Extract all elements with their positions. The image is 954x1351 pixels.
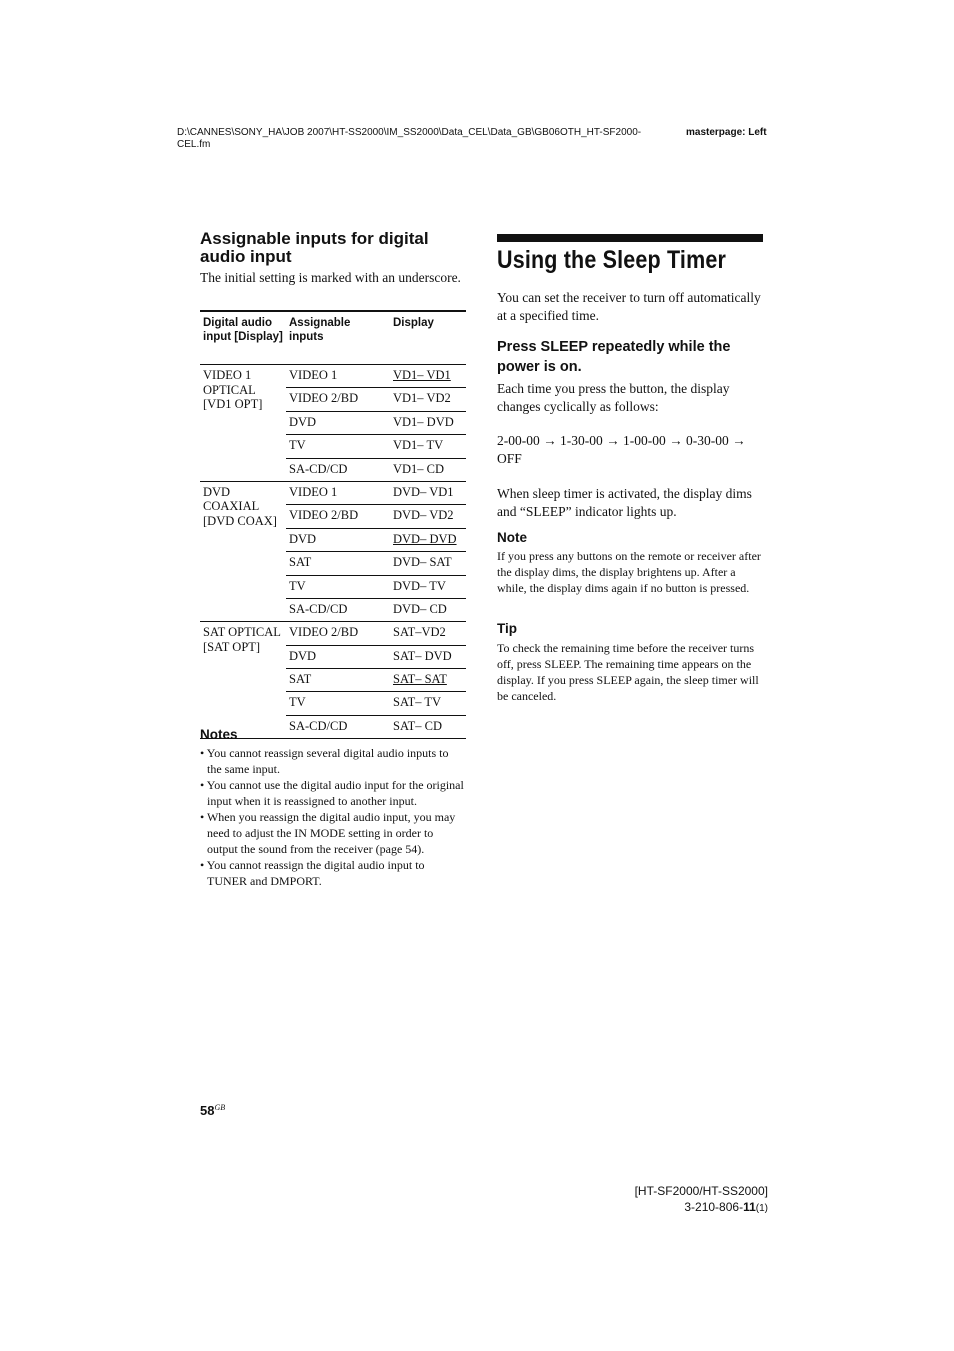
table-row (200, 622, 466, 645)
section-title: Assignable inputs for digital audio input (200, 229, 429, 266)
col-header-assignable: Assignable inputs (289, 317, 351, 343)
display-cell (390, 715, 466, 738)
note-item: • You cannot use the digital audio input for the original input when it is reassigned to another input. (200, 777, 466, 809)
footer-code (568, 1199, 768, 1217)
assignable-input-cell: SA-CD/CD (286, 458, 390, 481)
assignable-input-cell: VIDEO 2/BD (286, 505, 390, 528)
notes-heading: Notes (200, 727, 238, 742)
assignable-input-cell: TV (286, 575, 390, 598)
display-value: DVD– VD2 (393, 508, 454, 523)
footer-model: [HT-SF2000/HT-SS2000] (634, 1184, 768, 1198)
tip-heading: Tip (497, 621, 517, 636)
col-header-display: Display (393, 317, 434, 329)
note-item: • You cannot reassign several digital audio inputs to the same input. (200, 745, 466, 777)
display-cell (390, 645, 466, 668)
assignable-input-cell: VIDEO 2/BD (286, 388, 390, 411)
note-text: If you press any buttons on the remote or receiver after the display dims, the display brightens up. After a while, the display dims again if no button is pressed. (497, 549, 761, 595)
col-header-digital-input: Digital audio input [Display] (203, 317, 283, 343)
assignable-input-cell: TV (286, 435, 390, 458)
footer-code-prefix: 3-210-806- (684, 1200, 744, 1214)
assignable-input-cell: SA-CD/CD (286, 715, 390, 738)
table-header-row (200, 311, 466, 365)
page-number-suffix: GB (214, 1103, 226, 1112)
display-value: SAT– TV (393, 695, 442, 710)
notes-list (200, 745, 466, 889)
assignable-input-cell: SAT (286, 669, 390, 692)
display-cell (390, 528, 466, 551)
assignable-input-cell: VIDEO 1 (286, 481, 390, 504)
display-cell (390, 598, 466, 621)
assignable-input-cell: SAT (286, 552, 390, 575)
footer-code-bold: 11 (743, 1200, 756, 1214)
section-intro: The initial setting is marked with an underscore. (200, 270, 461, 285)
display-cell (390, 435, 466, 458)
display-value: VD1– DVD (393, 414, 454, 429)
footer-model-code (568, 1183, 768, 1217)
note-item: • When you reassign the digital audio input, you may need to adjust the IN MODE setting in order to output the sound from the receiver (page 54). (200, 809, 466, 857)
display-value: DVD– VD1 (393, 484, 454, 499)
display-value: VD1– CD (393, 461, 445, 476)
display-value: DVD– CD (393, 601, 447, 616)
page-title: Using the Sleep Timer (497, 246, 727, 274)
sleep-intro: You can set the receiver to turn off automatically at a specified time. (497, 290, 761, 323)
masterpage-label: masterpage: Left (686, 127, 767, 138)
sleep-activated-text: When sleep timer is activated, the display dims and “SLEEP” indicator lights up. (497, 486, 752, 519)
assignable-input-cell: DVD (286, 645, 390, 668)
assignable-input-cell: DVD (286, 411, 390, 434)
display-value: SAT– CD (393, 718, 442, 733)
default-display-value: DVD– DVD (393, 531, 457, 546)
display-cell (390, 481, 466, 504)
display-value: DVD– TV (393, 578, 446, 593)
display-cell (390, 365, 466, 388)
table-row (200, 365, 466, 388)
digital-input-label: DVD COAXIAL [DVD COAX] (200, 481, 286, 621)
digital-input-label: SAT OPTICAL [SAT OPT] (200, 622, 286, 739)
file-path-header: D:\CANNES\SONY_HA\JOB 2007\HT-SS2000\IM_SS2000\Data_CEL\Data_GB\GB06OTH_HT-SF2000-CEL.fm (177, 127, 642, 150)
display-value: SAT– DVD (393, 648, 452, 663)
display-cell (390, 505, 466, 528)
assignable-input-cell: TV (286, 692, 390, 715)
footer-code-suffix: (1) (755, 1203, 768, 1214)
display-cell (390, 388, 466, 411)
display-cell (390, 411, 466, 434)
display-cell (390, 669, 466, 692)
sleep-cycle-sequence: 2-00-00 → 1-30-00 → 1-00-00 → 0-30-00 → OFF (497, 433, 746, 466)
step-text: Each time you press the button, the display changes cyclically as follows: (497, 381, 730, 414)
display-cell (390, 575, 466, 598)
display-cell (390, 622, 466, 645)
note-heading: Note (497, 530, 527, 545)
page-number-value: 58 (200, 1103, 215, 1118)
display-cell (390, 458, 466, 481)
note-item: • You cannot reassign the digital audio input to TUNER and DMPORT. (200, 857, 466, 889)
assignable-input-cell: SA-CD/CD (286, 598, 390, 621)
display-cell (390, 552, 466, 575)
assignable-input-cell: DVD (286, 528, 390, 551)
page-number (200, 1103, 225, 1118)
display-value: DVD– SAT (393, 555, 452, 570)
assignable-input-cell: VIDEO 2/BD (286, 622, 390, 645)
table-body (200, 365, 466, 739)
display-cell (390, 692, 466, 715)
tip-text: To check the remaining time before the receiver turns off, press SLEEP. The remaining time appears on the display. If you press SLEEP again, the sleep timer will be canceled. (497, 641, 759, 703)
assignable-inputs-table (200, 310, 466, 739)
step-heading: Press SLEEP repeatedly while the power is on. (497, 339, 731, 375)
default-display-value: VD1– VD1 (393, 368, 451, 382)
display-value: VD1– VD2 (393, 391, 451, 406)
digital-input-label: VIDEO 1 OPTICAL [VD1 OPT] (200, 365, 286, 482)
display-value: SAT–VD2 (393, 625, 446, 640)
display-value: VD1– TV (393, 438, 444, 453)
table-row (200, 481, 466, 504)
title-rule (497, 234, 763, 242)
assignable-input-cell: VIDEO 1 (286, 365, 390, 388)
default-display-value: SAT– SAT (393, 672, 447, 687)
